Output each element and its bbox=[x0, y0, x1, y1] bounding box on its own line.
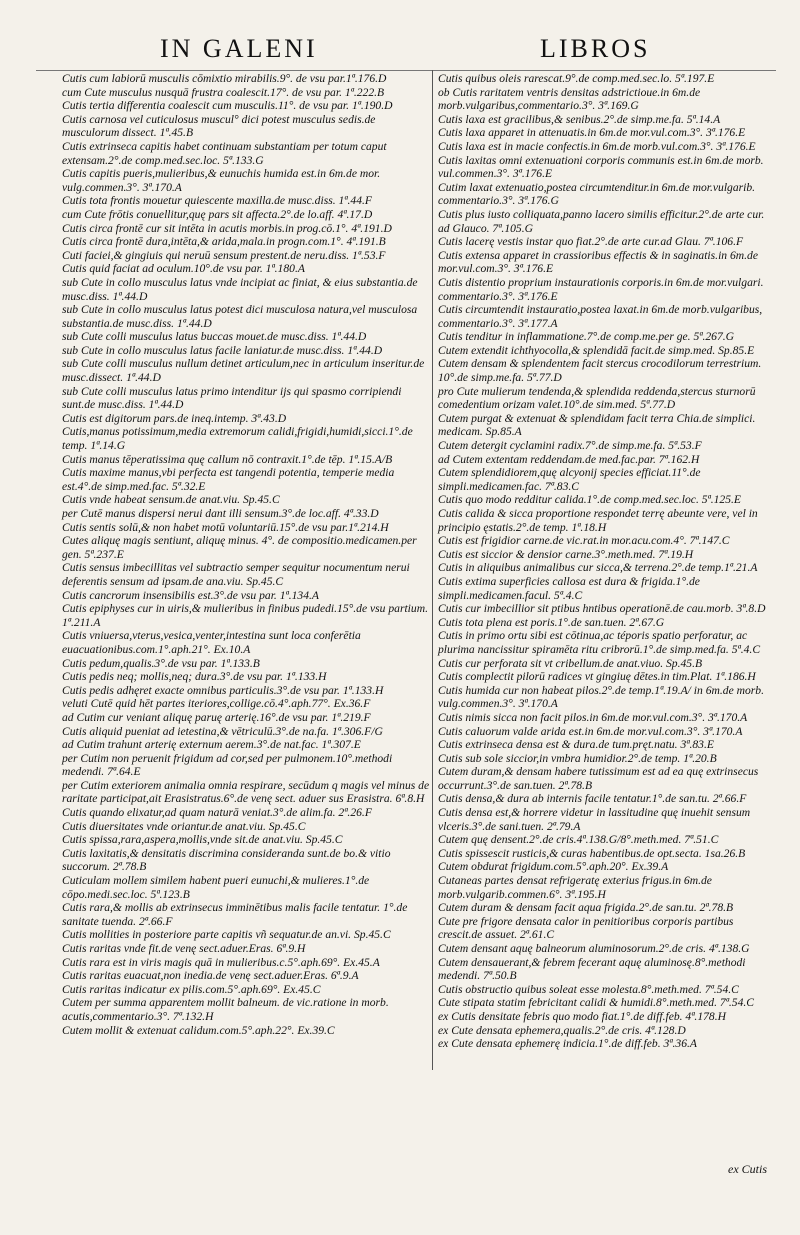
index-entry: Cutis pedum,qualis.3°.de vsu par. 1ª.133.B bbox=[62, 656, 260, 670]
index-entry: ad Cutim cur veniant aliquę paruę arterię.16°.de vsu par. 1ª.219.F bbox=[62, 710, 371, 724]
index-entry: Cutis tota plena est poris.1°.de san.tuen. 2ª.67.G bbox=[438, 615, 665, 629]
index-entry: Cutis est digitorum pars.de ineq.intemp. 3ª.43.D bbox=[62, 411, 287, 425]
index-entry: Cutis extrinseca densa est & dura.de tum.pręt.natu. 3ª.83.E bbox=[438, 738, 714, 752]
index-entry: Cutem duram & densam facit aqua frigida.2°.de san.tu. 2ª.78.B bbox=[438, 901, 734, 915]
index-entry: Cutis capitis pueris,mulieribus,& eunuchis humida est.in 6m.de mor. vulg.commen.3°. 3ª.170.A bbox=[62, 167, 381, 194]
index-entry: Cutis raritas vnde fit.de venę sect.aduer.Eras. 6ª.9.H bbox=[62, 942, 306, 955]
index-entry: Cutis tertia differentia coalescit cum musculis.11°. de vsu par. 1ª.190.D bbox=[62, 99, 393, 113]
index-entry: Cutem duram,& densam habere tutissimum est ad ea quę extrinsecus occurrunt.3°.de san.tuen. 2ª.78.B bbox=[438, 765, 759, 792]
index-entry: cum Cute frōtis conuellitur,quę pars sit affecta.2°.de lo.aff. 4ª.17.D bbox=[62, 207, 373, 221]
index-entry: Cutim laxat extenuatio,postea circumtenditur.in 6m.de mor.vulgarib. commentario.3°. 3ª.176.G bbox=[438, 180, 756, 208]
index-entry: Cutis aliquid pueniat ad ietestina,& vētriculū.3°.de na.fa. 1ª.306.F/G bbox=[62, 724, 383, 738]
index-entry: per Cutim exteriorem animalia omnia respirare, secūdum q magis vel minus de raritate participat,ait Erasistratus.6°.de venę sect. aduer sus Erasistra. 6ª.8.H bbox=[62, 778, 430, 806]
index-entry: Cutem densam & splendentem facit stercus crocodilorum terrestrium. 10°.de simp.me.fa. 5ª.77.D bbox=[438, 357, 762, 385]
index-entry: pro Cute mulierum tendenda,& splendida reddenda,stercus sturnorū comedentium orizam valet.10°.de sim.med. 5ª.77.D bbox=[438, 384, 756, 412]
index-entry: cum Cute musculus nusquā frustra coalescit.17°. de vsu par. 1ª.222.B bbox=[62, 85, 385, 99]
index-entry: Cutis extensa apparet in crassioribus effectis & in saginatis.in 6m.de mor.vul.com.3°. 3ª.176.E bbox=[438, 248, 758, 276]
index-entry: Cutis spissescit rusticis,& curas habentibus.de opt.secta. 1sa.26.B bbox=[438, 846, 746, 860]
index-entry: ad Cutem extentam reddendam.de med.fac.par. 7ª.162.H bbox=[438, 452, 700, 466]
index-entry: Cutem per summa apparentem mollit balneum. de vic.ratione in morb. acutis,commentario.3°. 7ª.132.H bbox=[62, 996, 389, 1023]
left-column bbox=[62, 72, 430, 1037]
index-entry: Cutis in aliquibus animalibus cur sicca,& terrena.2°.de temp.1ª.21.A bbox=[438, 561, 758, 575]
index-entry: Cutis carnosa vel cuticulosus muscul° dici potest musculus sedis.de musculorum dissect. 1ª.45.B bbox=[62, 112, 376, 140]
index-entry: Cutis tota frontis mouetur quiescente maxilla.de musc.diss. 1ª.44.F bbox=[62, 194, 372, 208]
index-entry: sub Cute in collo musculus latus potest dici musculosa natura,vel musculosa substantia.de musc.diss. 1ª.44.D bbox=[62, 303, 418, 330]
index-entry: Cutis quando elixatur,ad quam naturā veniat.3°.de alim.fa. 2ª.26.F bbox=[62, 806, 372, 820]
index-entry: sub Cute colli musculus nullum detinet articulum,nec in articulum inseritur.de musc.dissect. 1ª.44.D bbox=[62, 357, 425, 385]
index-entry: Cutis quo modo redditur calida.1°.de comp.med.sec.loc. 5ª.125.E bbox=[438, 493, 742, 507]
index-entry: Cutis laxitatis,& densitatis discrimina consideranda sunt.de bo.& vitio succorum. 2ª.78.B bbox=[62, 846, 391, 874]
index-entry: Cutis rara,& mollis ab extrinsecus imminētibus malis facile tentatur. 1°.de sanitate tuenda. 2ª.66.F bbox=[62, 901, 408, 928]
index-entry: Cutis raritas euacuat,non inedia.de venę sect.aduer.Eras. 6ª.9.A bbox=[62, 969, 359, 983]
index-entry: Cutis circa frontē cur sit intēta in acutis morbis.in prog.cō.1°. 4ª.191.D bbox=[62, 221, 392, 235]
header-rule bbox=[36, 70, 776, 71]
index-entry: Cutis obstructio quibus soleat esse molesta.8°.meth.med. 7ª.54.C bbox=[438, 982, 739, 996]
index-entry: Cutis complectit pilorū radices vt gingiuę dētes.in tim.Plat. 1ª.186.H bbox=[438, 670, 756, 684]
index-entry: Cutis epiphyses cur in uiris,& mulieribus in finibus pudedi.15°.de vsu partium. 1ª.211.A bbox=[62, 602, 428, 629]
index-entry: Cutis maxime manus,vbi perfecta est tangendi potentia, temperie media est.4°.de simp.med.fac. 5ª.32.E bbox=[62, 466, 395, 493]
index-entry: Cutis humida cur non habeat pilos.2°.de temp.1ª.19.A/ in 6m.de morb. vulg.commen.3°. 3ª.170.A bbox=[438, 683, 765, 711]
index-entry: ad Cutim trahunt arterię externum aerem.3°.de nat.fac. 1ª.307.E bbox=[62, 738, 361, 752]
index-entry: Cutis plus iusto colliquata,panno lacero similis efficitur.2°.de arte cur. ad Glauco. 7ª.105.G bbox=[438, 207, 765, 235]
index-entry: sub Cute colli musculus latus buccas mouet.de musc.diss. 1ª.44.D bbox=[62, 330, 367, 344]
index-entry: Cutis rara est in viris magis quā in mulieribus.c.5°.aph.69°. Ex.45.A bbox=[62, 955, 380, 969]
index-entry: Cutis pedis adhęret exacte omnibus particulis.3°.de vsu par. 1ª.133.H bbox=[62, 683, 384, 697]
header-left: IN GALENI bbox=[160, 34, 318, 63]
catchword: ex Cutis bbox=[728, 1162, 767, 1176]
index-entry: Cutis est siccior & densior carne.3°.meth.med. 7ª.19.H bbox=[438, 547, 694, 561]
index-entry: Cutis sentis solū,& non habet motū voluntariū.15°.de vsu par.1ª.214.H bbox=[62, 520, 389, 534]
index-entry: Cutem densant aquę balneorum aluminosorum.2°.de cris. 4ª.138.G bbox=[438, 942, 750, 955]
index-entry: Cutis extrinseca capitis habet continuam substantiam per totum caput extensam.2°.de comp.med.sec.loc. 5ª.133.G bbox=[62, 139, 387, 167]
index-entry: Cute stipata statim febricitant calidi & humidi.8°.meth.med. 7ª.54.C bbox=[438, 996, 755, 1010]
index-entry: Cutis tenditur in inflammatione.7°.de comp.me.per ge. 5ª.267.G bbox=[438, 330, 735, 344]
index-entry: Cutis est frigidior carne.de vic.rat.in mor.acu.com.4°. 7ª.147.C bbox=[438, 534, 730, 548]
index-entry: Cutem obdurat frigidum.com.5°.aph.20°. Ex.39.A bbox=[438, 860, 669, 874]
index-entry: Cutis circumtendit instauratio,postea laxat.in 6m.de morb.vulgaribus, commentario.3°. 3ª.177.A bbox=[438, 303, 763, 330]
column-divider bbox=[432, 70, 433, 1070]
index-entry: Cutis in primo ortu sibi est cōtinua,ac téporis spatio perforatur, ac plurima nancissitur spiramēta ritu cribrorū.1°.de simp.med.fa. 5ª.4.C bbox=[438, 629, 761, 656]
index-entry: Cutis sensus imbecillitas vel subtractio semper sequitur nocumentum nerui deferentis sensum ad ipsam.de ana.viu. Sp.45.C bbox=[62, 561, 410, 588]
index-entry: Cuti faciei,& gingiuis qui neruū sensum prestent.de neru.diss. 1ª.53.F bbox=[62, 248, 386, 262]
index-entry: Cutes aliquę magis sentiunt, aliquę minus. 4°. de compositio.medicamen.per gen. 5ª.237.E bbox=[62, 534, 417, 561]
index-entry: Cutis cancrorum insensibilis est.3°.de vsu par. 1ª.134.A bbox=[62, 588, 319, 602]
index-entry: Cutis laxa est gracilibus,& senibus.2°.de simp.me.fa. 5ª.14.A bbox=[438, 112, 721, 126]
index-entry: Cutis lacerę vestis instar quo fiat.2°.de arte cur.ad Glau. 7ª.106.F bbox=[438, 235, 744, 249]
index-entry: Cutem mollit & extenuat calidum.com.5°.aph.22°. Ex.39.C bbox=[62, 1023, 335, 1037]
index-entry: Cutis diuersitates vnde oriantur.de anat.viu. Sp.45.C bbox=[62, 819, 306, 833]
index-entry: Cutis nimis sicca non facit pilos.in 6m.de mor.vul.com.3°. 3ª.170.A bbox=[438, 710, 748, 724]
index-entry: Cutem detergit cyclamini radix.7°.de simp.me.fa. 5ª.53.F bbox=[438, 439, 702, 453]
index-entry: per Cutim non peruenit frigidum ad cor,sed per pulmonem.10°.methodi medendi. 7ª.64.E bbox=[62, 751, 393, 779]
index-entry: Cutis cur perforata sit vt cribellum.de anat.viuo. Sp.45.B bbox=[438, 656, 703, 670]
index-entry: Cutis extima superficies callosa est dura & frigida.1°.de simpli.medicamen.facul. 5ª.4.C bbox=[438, 574, 700, 602]
index-entry: Cutem densauerant,& febrem fecerant aquę aluminosę.8°.methodi medendi. 7ª.50.B bbox=[438, 955, 746, 983]
index-entry: Cutis laxa apparet in attenuatis.in 6m.de mor.vul.com.3°. 3ª.176.E bbox=[438, 126, 746, 140]
index-entry: Cutis quibus oleis rarescat.9°.de comp.med.sec.lo. 5ª.197.E bbox=[438, 72, 715, 85]
index-entry: Cutis laxa est in macie confectis.in 6m.de morb.vul.com.3°. 3ª.176.E bbox=[438, 139, 756, 153]
index-entry: Cutis circa frontē dura,intēta,& arida,mala.in progn.com.1°. 4ª.191.B bbox=[62, 235, 386, 249]
index-entry: per Cutē manus dispersi nerui dant illi sensum.3°.de loc.aff. 4ª.33.D bbox=[62, 507, 379, 520]
running-header bbox=[0, 28, 800, 68]
index-entry: Cutis manus tēperatissima quę callum nō contraxit.1°.de tēp. 1ª.15.A/B bbox=[62, 452, 393, 466]
index-entry: Cutis distentio proprium instaurationis corporis.in 6m.de mor.vulgari. commentario.3°. 3ª.176.E bbox=[438, 275, 764, 303]
index-entry: Cutis densa est,& horrere videtur in lassitudine quę inuehit sensum vlceris.3°.de sani.tuen. 2ª.79.A bbox=[438, 806, 751, 833]
index-entry: Cutis laxitas omni extenuationi corporis communis est.in 6m.de morb. vul.commen.3°. 3ª.176.E bbox=[438, 153, 764, 181]
index-entry: Cutem splendidiorem,quę alcyonij species efficiat.11°.de simpli.medicamen.fac. 7ª.83.C bbox=[438, 466, 701, 493]
index-entry: Cutis mollities in posteriore parte capitis vñ sequatur.de an.vi. Sp.45.C bbox=[62, 928, 391, 942]
index-entry: Cutem extendit ichthyocolla,& splendidā facit.de simp.med. Sp.85.E bbox=[438, 343, 755, 357]
index-entry: Cutis vnde habeat sensum.de anat.viu. Sp.45.C bbox=[62, 493, 280, 507]
index-entry: sub Cute in collo musculus latus vnde incipiat ac finiat, & eius substantia.de musc.diss. 1ª.44.D bbox=[62, 275, 418, 303]
index-entry: ex Cute densata ephemera,qualis.2°.de cris. 4ª.128.D bbox=[438, 1023, 686, 1037]
index-entry: Cutis densa,& dura ab internis facile tentatur.1°.de san.tu. 2ª.66.F bbox=[438, 792, 747, 806]
index-entry: Cutis,manus potissimum,media extremorum calidi,frigidi,humidi,sicci.1°.de temp. 1ª.14.G bbox=[62, 425, 413, 453]
index-entry: Cutis spissa,rara,aspera,mollis,vnde sit.de anat.viu. Sp.45.C bbox=[62, 833, 343, 847]
index-entry: ob Cutis raritatem ventris densitas adstrictioue.in 6m.de morb.vulgaribus,commentario.3°. 3ª.169.G bbox=[438, 85, 701, 113]
index-entry: Cutis calida & sicca proportione respondet terrę abeunte vere, vel in principio ęstatis.2°.de temp. 1ª.18.H bbox=[438, 507, 758, 534]
index-entry: Cutis cum labiorū musculis cōmixtio mirabilis.9°. de vsu par.1ª.176.D bbox=[62, 72, 387, 85]
index-entry: ex Cutis densitate febris quo modo fiat.1°.de diff.feb. 4ª.178.H bbox=[438, 1009, 726, 1023]
index-entry: ex Cute densata ephemerę indicia.1°.de diff.feb. 3ª.36.A bbox=[438, 1037, 697, 1051]
index-entry: Cuticulam mollem similem habent pueri eunuchi,& mulieres.1°.de cōpo.medi.sec.loc. 5ª.123.B bbox=[62, 874, 370, 901]
index-entry: Cutis pedis neq; mollis,neq; dura.3°.de vsu par. 1ª.133.H bbox=[62, 670, 327, 684]
index-entry: Cutis sub sole siccior,in vmbra humidior.2°.de temp. 1ª.20.B bbox=[438, 751, 717, 765]
index-entry: Cutem purgat & extenuat & splendidam facit terra Chia.de simplici. medicam. Sp.85.A bbox=[438, 411, 756, 439]
index-entry: Cutis cur imbecillior sit ptibus hntibus operationē.de cau.morb. 3ª.8.D bbox=[438, 602, 766, 616]
index-entry: Cutis caluorum valde arida est.in 6m.de mor.vul.com.3°. 3ª.170.A bbox=[438, 724, 743, 738]
index-entry: Cutem quę densent.2°.de cris.4ª.138.G/8°.meth.med. 7ª.51.C bbox=[438, 833, 719, 847]
index-entry: sub Cute colli musculus latus primo intenditur ijs qui spasmo corripiendi sunt.de musc.diss. 1ª.44.D bbox=[62, 384, 402, 412]
index-entry: Cutis raritas indicatur ex pilis.com.5°.aph.69°. Ex.45.C bbox=[62, 982, 321, 996]
index-entry: Cute pre frigore densata calor in penitioribus corporis partibus crescit.de assuet. 2ª.61.C bbox=[438, 914, 734, 942]
header-right: LIBROS bbox=[540, 34, 651, 63]
index-entry: Cutis quid faciat ad oculum.10°.de vsu par. 1ª.180.A bbox=[62, 262, 305, 276]
index-entry: sub Cute in collo musculus latus facile laniatur.de musc.diss. 1ª.44.D bbox=[62, 343, 383, 357]
index-entry: veluti Cutē quid hēt partes iteriores,collige.cō.4°.aph.77°. Ex.36.F bbox=[62, 697, 371, 711]
right-column bbox=[438, 72, 768, 1051]
index-entry: Cutaneas partes densat refrigeratę exterius frigus.in 6m.de morb.vulgarib.commen.6°. 3ª.195.H bbox=[438, 874, 712, 901]
index-entry: Cutis vniuersa,vterus,vesica,venter,intestina sunt loca conferētia euacuationibus.com.1°.aph.21°. Ex.10.A bbox=[62, 629, 361, 656]
